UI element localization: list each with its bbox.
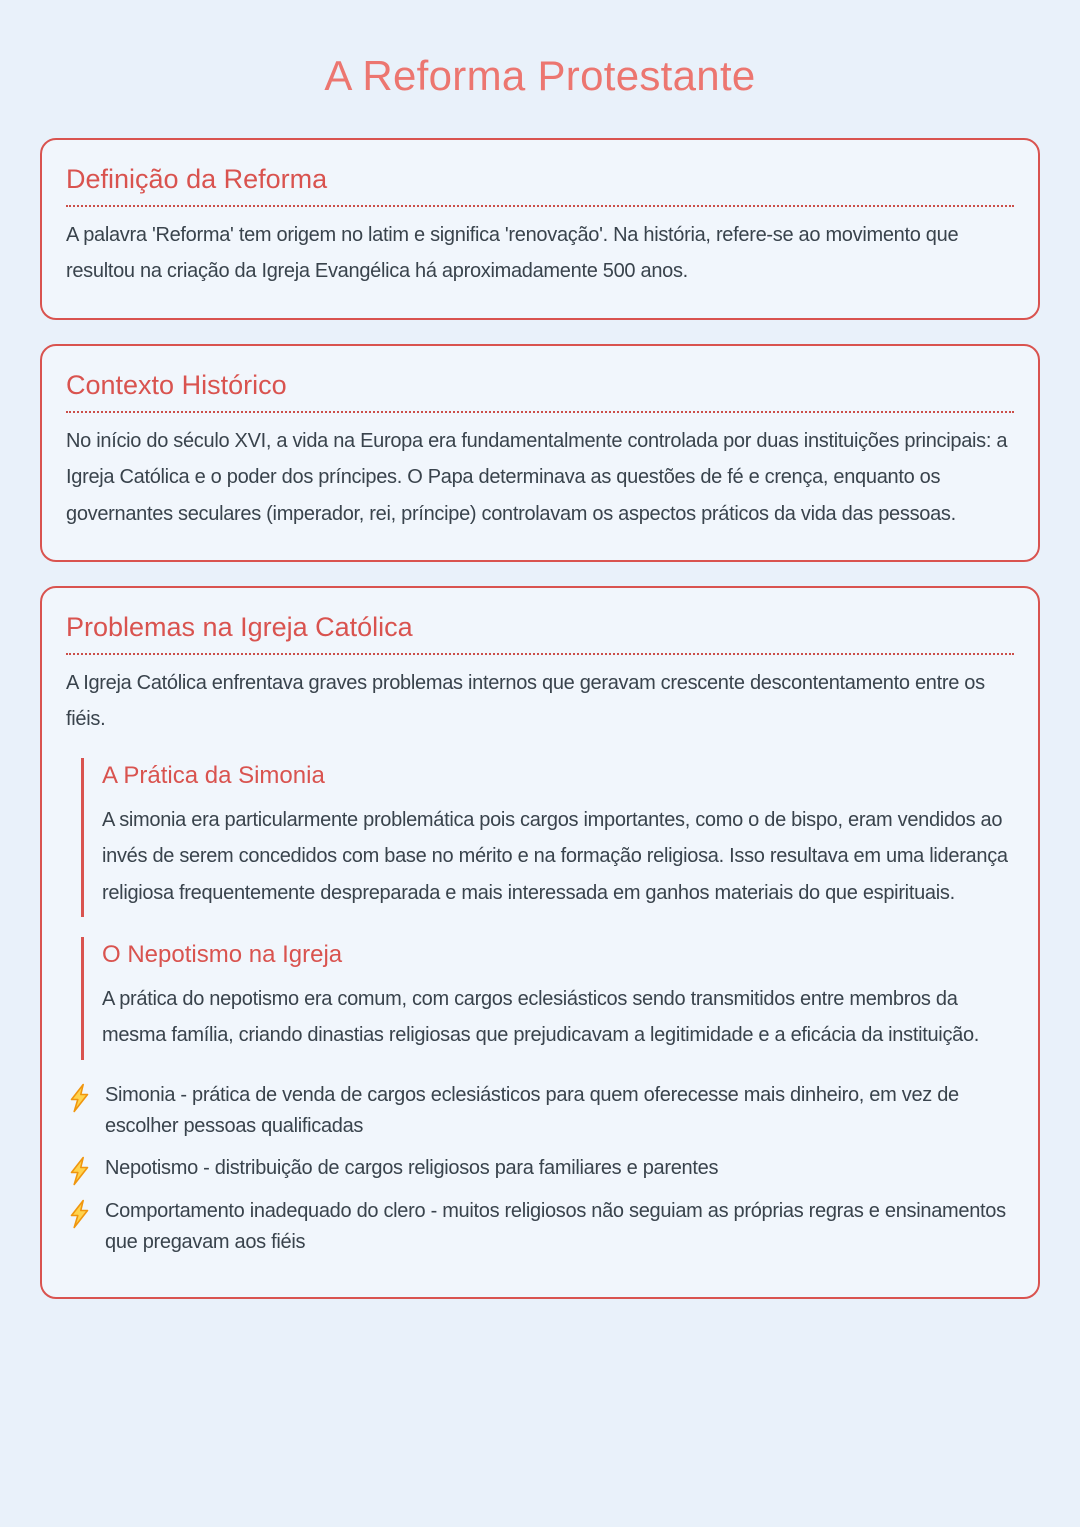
- subsection-paragraph: A simonia era particularmente problemática pois cargos importantes, como o de bispo, eram vendidos ao invés de serem concedidos com base no mérito e na formação religiosa. Isso resultava em uma liderança religiosa frequentemente despreparada e mais interessada em ganhos materiais do que espirituais.: [102, 808, 1008, 904]
- lightning-icon: [66, 1199, 92, 1229]
- list-item: [66, 1153, 1014, 1186]
- list-item-text: Simonia - prática de venda de cargos eclesiásticos para quem oferecesse mais dinheiro, em vez de escolher pessoas qualificadas: [105, 1083, 959, 1138]
- dotted-divider: [66, 205, 1014, 207]
- list-item: [66, 1080, 1014, 1143]
- section-heading: Definição da Reforma: [66, 164, 328, 194]
- page-title: A Reforma Protestante: [324, 52, 756, 99]
- section-heading: Contexto Histórico: [66, 369, 287, 400]
- section-card-contexto-historico: [40, 344, 1040, 562]
- section-heading: Problemas na Igreja Católica: [66, 611, 413, 642]
- subsection-paragraph: A prática do nepotismo era comum, com cargos eclesiásticos sendo transmitidos entre membros da mesma família, criando dinastias religiosas que prejudicavam a legitimidade e a eficácia da instituição.: [102, 987, 980, 1047]
- section-card-problemas-igreja: [40, 586, 1040, 1299]
- subsection-simonia: [81, 758, 1014, 917]
- section-paragraph: A palavra 'Reforma' tem origem no latim e significa 'renovação'. Na história, refere-se ao movimento que resultou na criação da Igreja Evangélica há aproximadamente 500 anos.: [66, 224, 959, 283]
- list-item: [66, 1196, 1014, 1259]
- section-intro-paragraph: A Igreja Católica enfrentava graves problemas internos que geravam crescente descontentamento entre os fiéis.: [66, 671, 985, 731]
- dotted-divider: [66, 411, 1014, 413]
- dotted-divider: [66, 653, 1014, 655]
- subsection-nepotismo: [81, 937, 1014, 1060]
- section-card-definicao-da-reforma: [40, 138, 1040, 320]
- lightning-icon: [66, 1083, 92, 1113]
- lightning-icon: [66, 1156, 92, 1186]
- key-points-list: [66, 1080, 1014, 1259]
- section-paragraph: No início do século XVI, a vida na Europa era fundamentalmente controlada por duas instituições principais: a Igreja Católica e o poder dos príncipes. O Papa determinava as questões de fé e crença, enquanto os governantes seculares (imperador, rei, príncipe) controlavam os aspectos práticos da vida das pessoas.: [66, 429, 1008, 525]
- list-item-text: Comportamento inadequado do clero - muitos religiosos não seguiam as próprias regras e ensinamentos que pregavam aos fiéis: [105, 1199, 1006, 1254]
- subsection-heading: A Prática da Simonia: [102, 761, 325, 789]
- list-item-text: Nepotismo - distribuição de cargos religiosos para familiares e parentes: [105, 1156, 719, 1179]
- subsection-heading: O Nepotismo na Igreja: [102, 940, 343, 968]
